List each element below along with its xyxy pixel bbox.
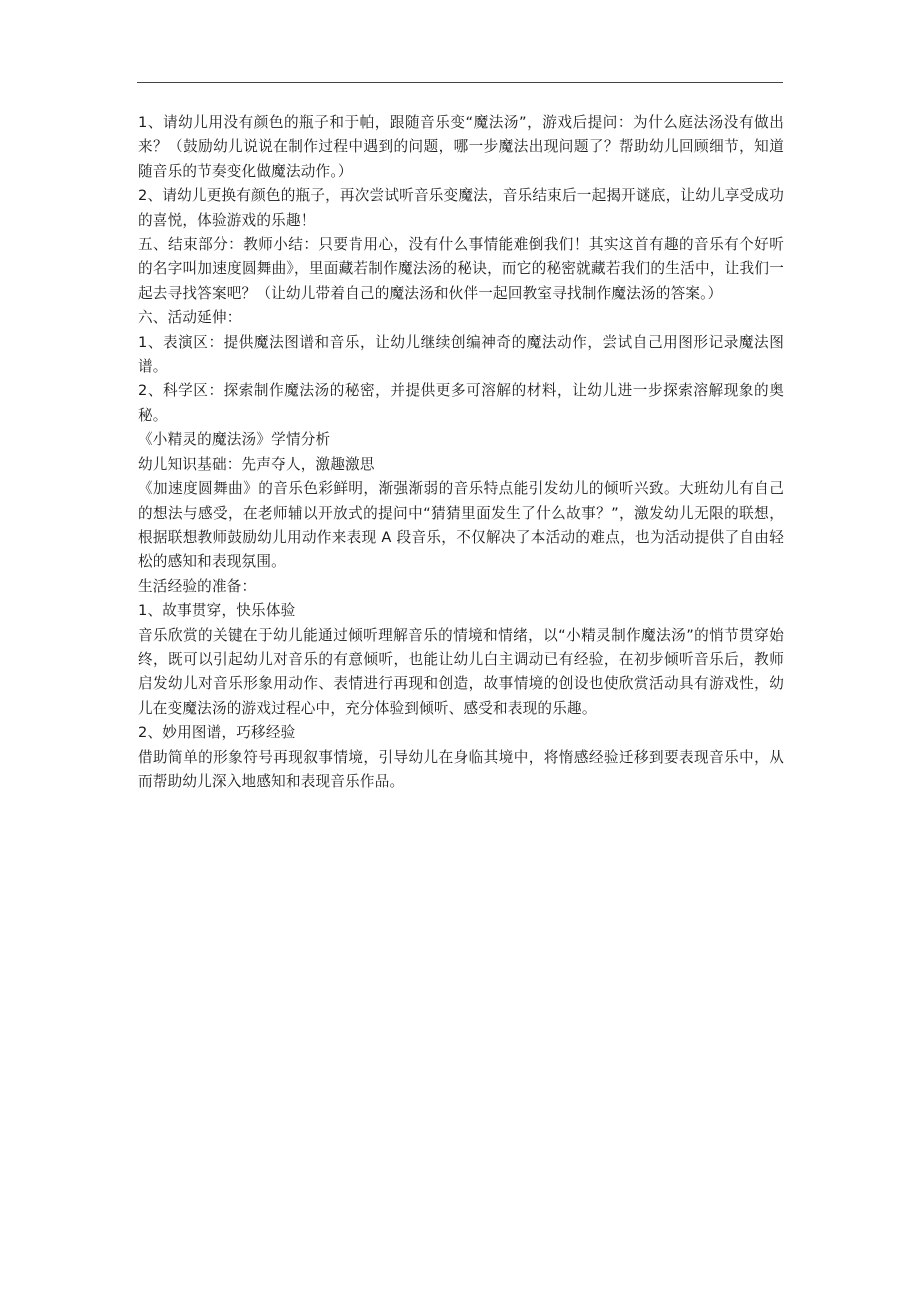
sub-heading: 1、故事贯穿，快乐体验 bbox=[138, 602, 296, 620]
section-heading: 六、活动延伸： bbox=[138, 309, 242, 327]
header-rule bbox=[137, 82, 783, 83]
document-body bbox=[138, 111, 784, 794]
paragraph: 借助简单的形象符号再现叙事情境，引导幼儿在身临其境中，将惰感经验迁移到要表现音乐中，从而帮助幼儿深入地感知和表现音乐作品。 bbox=[138, 748, 784, 790]
section-heading: 《小精灵的魔法汤》学情分析 bbox=[138, 431, 331, 449]
paragraph: 1、表演区：提供魔法图谱和音乐，让幼儿继续创编神奇的魔法动作，尝试自己用图形记录魔法图谱。 bbox=[138, 333, 784, 376]
paragraph: 1、请幼儿用没有颜色的瓶子和于帕，跟随音乐变“魔法汤”，游戏后提问：为什么庭法汤没有做出来？（鼓励幼儿说说在制作过程中遇到的问题，哪一步魔法出现问题了？帮助幼儿回顾细节，知道随音乐的节奏变化做魔法动作。） bbox=[138, 114, 784, 180]
sub-heading: 幼儿知识基础：先声夺人，激趣激思 bbox=[138, 455, 375, 473]
paragraph: 2、科学区：探索制作魔法汤的秘密，并提供更多可溶解的材料，让幼儿进一步探索溶解现象的奥秘。 bbox=[138, 382, 784, 424]
sub-heading: 生活经验的准备： bbox=[138, 577, 257, 595]
paragraph: 音乐欣赏的关键在于幼儿能通过倾听理解音乐的情境和情绪，以“小精灵制作魔法汤”的悄节贯穿始终，既可以引起幼儿对音乐的有意倾听，也能让幼儿白主调动已有经验，在初步倾听音乐后，教师启发幼儿对音乐形象用动作、表情进行再现和创造，故事情境的创设也使欣赏活动具有游戏性，幼儿在变魔法汤的游戏过程心中，充分体验到倾听、感受和表现的乐趣。 bbox=[138, 626, 784, 717]
paragraph: 五、结束部分：教师小结：只要肯用心，没有什么事情能难倒我们！其实这首有趣的音乐有个好听的名字叫加速度圆舞曲》，里面藏若制作魔法汤的秘诀，而它的秘密就藏若我们的生活中，让我们一起去寻找答案吧？（让幼儿带着自己的魔法汤和伙伴一起回教室寻找制作魔法汤的答案。） bbox=[138, 236, 784, 302]
paragraph: 2、请幼儿更换有颜色的瓶子，再次尝试听音乐变魔法，音乐结束后一起揭开谜底，让幼儿享受成功的喜悦，体验游戏的乐趣！ bbox=[138, 187, 784, 229]
paragraph: 《加速度圆舞曲》的音乐色彩鲜明，渐强渐弱的音乐特点能引发幼儿的倾听兴致。大班幼儿有自己的想法与感受，在老师辅以开放式的提问中“猜猜里面发生了什么故事？”，激发幼儿无限的联想，根据联想教师鼓励幼儿用动作来表现 A 段音乐，不仅解决了本活动的难点，也为活动提供了自由轻松的感知和表现氛围。 bbox=[138, 480, 784, 571]
sub-heading: 2、妙用图谱，巧移经验 bbox=[138, 724, 296, 742]
